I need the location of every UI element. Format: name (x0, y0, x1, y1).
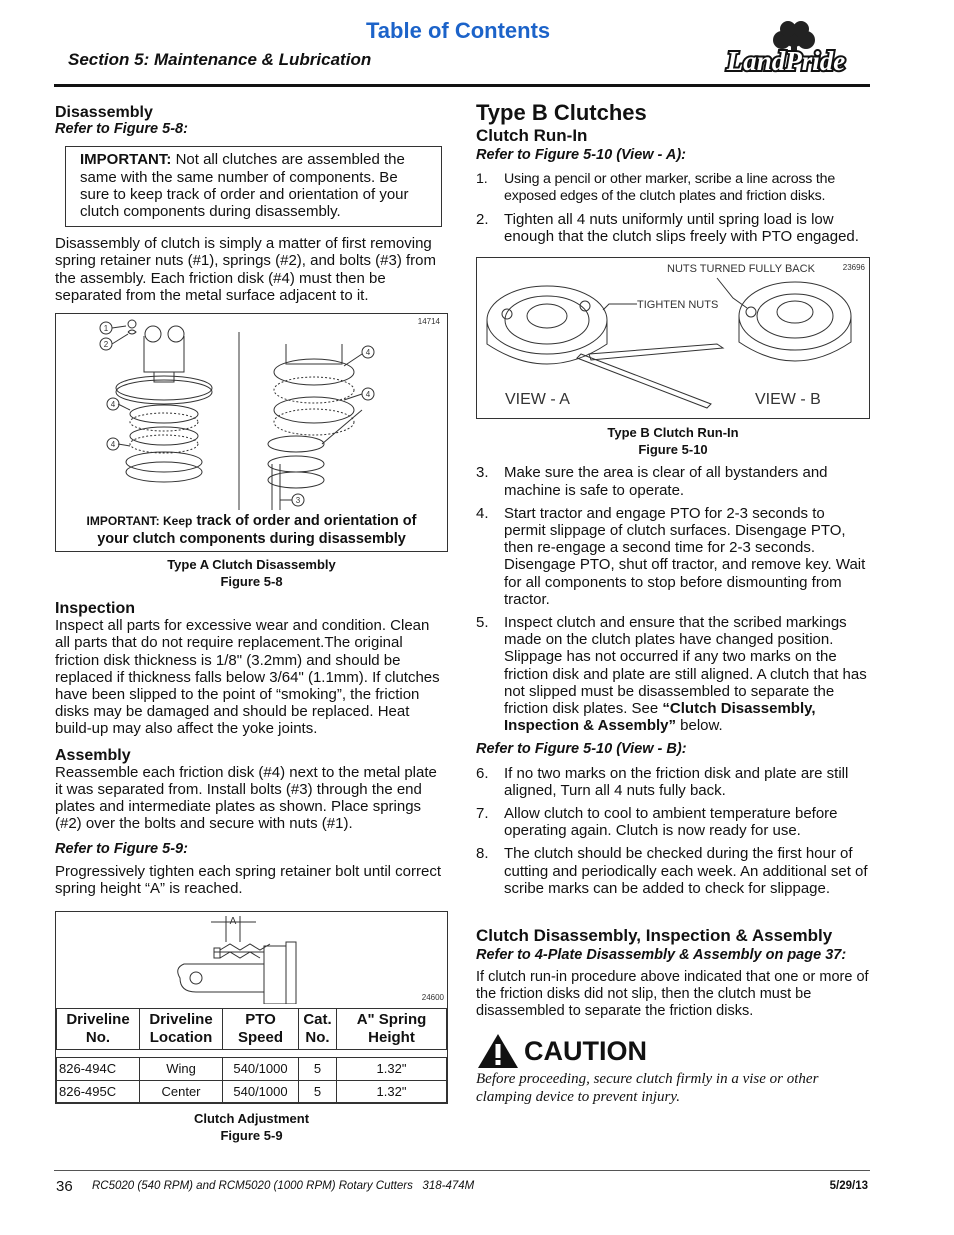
column-header: Cat. No. (299, 1009, 337, 1050)
type-b-heading: Type B Clutches (476, 100, 647, 125)
publish-date: 5/29/13 (829, 1180, 868, 1192)
caution-label: CAUTION (524, 1035, 647, 1066)
callout-4c: 4 (365, 348, 371, 358)
table-cell: 826-495C (57, 1080, 140, 1102)
warning-triangle-icon (476, 1032, 520, 1070)
callout-1: 1 (103, 324, 109, 334)
table-cell: 826-494C (57, 1058, 140, 1080)
callout-3: 3 (295, 496, 301, 506)
list-item: 2. Tighten all 4 nuts uniformly until spring load is low enough that the clutch slips freely with PTO engaged. (476, 211, 859, 246)
list-item: 4. Start tractor and engage PTO for 2-3 seconds to permit slippage of clutch surfaces. Disengage PTO, then re-engage a second time for 2-3 seconds. Disengage PTO, shut off tractor, and remove key. Wait for all components to stop before dismounting from tractor. (476, 504, 866, 608)
clutch-run-in-heading: Clutch Run-In (476, 126, 588, 146)
figure-important-note: IMPORTANT: Keep track of order and orientation of your clutch components during disassembly (86, 513, 417, 548)
document-title: RC5020 (540 RPM) and RCM5020 (1000 RPM) Rotary Cutters 318-474M (92, 1180, 475, 1192)
assembly-paragraph: Reassemble each friction disk (#4) next to the metal plate it was separated from. Install bolts (#3) through the end plates and intermediate plates as shown. Place springs (#2) over the bolts and secure with nuts (#1). (55, 763, 437, 833)
assembly-figure-ref: Refer to Figure 5-9: (55, 840, 188, 857)
run-in-steps-a (476, 171, 870, 246)
list-item: 6. If no two marks on the friction disk and plate are still aligned, Turn all 4 nuts fully back. (476, 764, 849, 799)
table-header-row (57, 1009, 447, 1050)
figure-5-9 (55, 911, 448, 1104)
view-a-figure-ref: Refer to Figure 5-10 (View - A): (476, 147, 687, 164)
run-in-steps-c (476, 765, 870, 897)
list-item: 5. Inspect clutch and ensure that the scribed markings made on the clutch plates have changed position. Slippage has not occurred if any two marks on the friction disk and plate are still aligned. A clutch that has not slipped must be disassembled to separate the friction disk plates. See “Clutch Disassembly, Inspection & Assembly” below. (476, 614, 867, 735)
table-cell: Wing (140, 1058, 223, 1080)
table-cell: 1.32" (337, 1058, 447, 1080)
run-in-steps-b (476, 464, 870, 734)
clutch-disassembly-illustration (56, 314, 447, 510)
column-header: Driveline Location (140, 1009, 223, 1050)
right-column (476, 100, 870, 1106)
clutch-adjustment-table (56, 1008, 447, 1102)
footer-rule (54, 1170, 870, 1171)
figure-5-10-caption-number: Figure 5-10 (638, 442, 708, 458)
caution-header (476, 1032, 870, 1070)
table-row (57, 1080, 447, 1102)
figure-code: 23696 (842, 263, 865, 273)
table-cell: 5 (299, 1080, 337, 1102)
label-view-a: VIEW - A (505, 391, 570, 409)
important-note-box (65, 146, 442, 227)
header-rule (54, 84, 870, 87)
caution-text: Before proceeding, secure clutch firmly in a vise or other clamping device to prevent injury. (476, 1071, 819, 1106)
list-item: 3. Make sure the area is clear of all bystanders and machine is safe to operate. (476, 464, 828, 499)
table-cell: 5 (299, 1058, 337, 1080)
disassembly-paragraph: Disassembly of clutch is simply a matter of first removing spring retainer nuts (#1), springs (#2), and bolts (#3) from the assembly. Each friction disk (#4) must then be separated from the metal surface adjacent to it. (55, 235, 436, 304)
list-item: 1. Using a pencil or other marker, scribe a line across the exposed edges of the clutch plates and friction disks. (476, 170, 836, 204)
callout-4d: 4 (365, 390, 371, 400)
label-view-b: VIEW - B (755, 391, 821, 409)
important-label: IMPORTANT: (80, 151, 172, 169)
clutch-disassembly-heading: Clutch Disassembly, Inspection & Assembly (476, 926, 833, 946)
assembly-paragraph-2: Progressively tighten each spring retainer bolt until correct spring height “A” is reached. (55, 862, 442, 898)
table-of-contents-link[interactable]: Table of Contents (366, 18, 551, 43)
label-tighten-nuts: TIGHTEN NUTS (637, 299, 719, 312)
table-row (57, 1058, 447, 1080)
callout-2: 2 (103, 340, 109, 350)
column-header: A" Spring Height (337, 1009, 447, 1050)
page-number: 36 (56, 1178, 73, 1195)
label-nuts-back: NUTS TURNED FULLY BACK (667, 263, 815, 276)
table-cell: 1.32" (337, 1080, 447, 1102)
table-cell: 540/1000 (223, 1080, 299, 1102)
table-cell: 540/1000 (223, 1058, 299, 1080)
clutch-adjustment-illustration (56, 912, 447, 1004)
figure-5-8 (55, 313, 448, 552)
table-cell: Center (140, 1080, 223, 1102)
inspection-paragraph: Inspect all parts for excessive wear and condition. Clean all parts that do not require replacement.The original friction disk thickness is 1/8" (3.2mm) and should be replaced if thickness falls below 3/64" (1.1mm). If clutches have been slipped to the point of “smoking”, the friction disks may be damaged and should be replaced. Heat build-up may also affect the yoke joints. (55, 617, 440, 738)
column-header: Driveline No. (57, 1009, 140, 1050)
svg-text:LandPride: LandPride (726, 46, 846, 76)
callout-4b: 4 (110, 440, 116, 450)
list-item: 8. The clutch should be checked during the first hour of cutting and periodically each week. An additional set of scribe marks can be added to check for slippage. (476, 845, 868, 897)
inspection-heading: Inspection (55, 600, 136, 618)
figure-5-10-caption-title: Type B Clutch Run-In (607, 425, 739, 441)
landpride-logo (700, 18, 872, 82)
clutch-disassembly-paragraph: If clutch run-in procedure above indicated that one or more of the friction disks did not slip, then the clutch must be disassembled to separate the friction disks. (476, 968, 869, 1019)
callout-4a: 4 (110, 400, 116, 410)
important-text: Not all clutches are assembled the same with the same number of components. Be sure to keep track of order and orientation of your clutch components during disassembly. (80, 151, 409, 221)
left-column (55, 104, 448, 1144)
section-title: Section 5: Maintenance & Lubrication (68, 50, 372, 69)
figure-5-8-caption-title: Type A Clutch Disassembly (167, 557, 336, 573)
figure-5-8-caption-number: Figure 5-8 (220, 574, 283, 590)
column-header: PTO Speed (223, 1009, 299, 1050)
dimension-a-label: A (229, 916, 237, 928)
disassembly-heading: Disassembly (55, 104, 153, 121)
four-plate-reference[interactable]: Refer to 4-Plate Disassembly & Assembly on page 37: (476, 947, 847, 964)
figure-5-10 (476, 257, 870, 419)
figure-5-9-caption-number: Figure 5-9 (220, 1127, 283, 1143)
assembly-heading: Assembly (55, 746, 131, 764)
figure-code: 24600 (421, 993, 444, 1003)
disassembly-figure-ref: Refer to Figure 5-8: (55, 121, 188, 138)
figure-code: 14714 (417, 317, 440, 327)
list-item: 7. Allow clutch to cool to ambient temperature before operating again. Clutch is now ready for use. (476, 805, 838, 840)
view-b-figure-ref: Refer to Figure 5-10 (View - B): (476, 741, 687, 758)
figure-5-9-caption-title: Clutch Adjustment (193, 1110, 310, 1126)
clutch-run-in-illustration (477, 258, 869, 418)
